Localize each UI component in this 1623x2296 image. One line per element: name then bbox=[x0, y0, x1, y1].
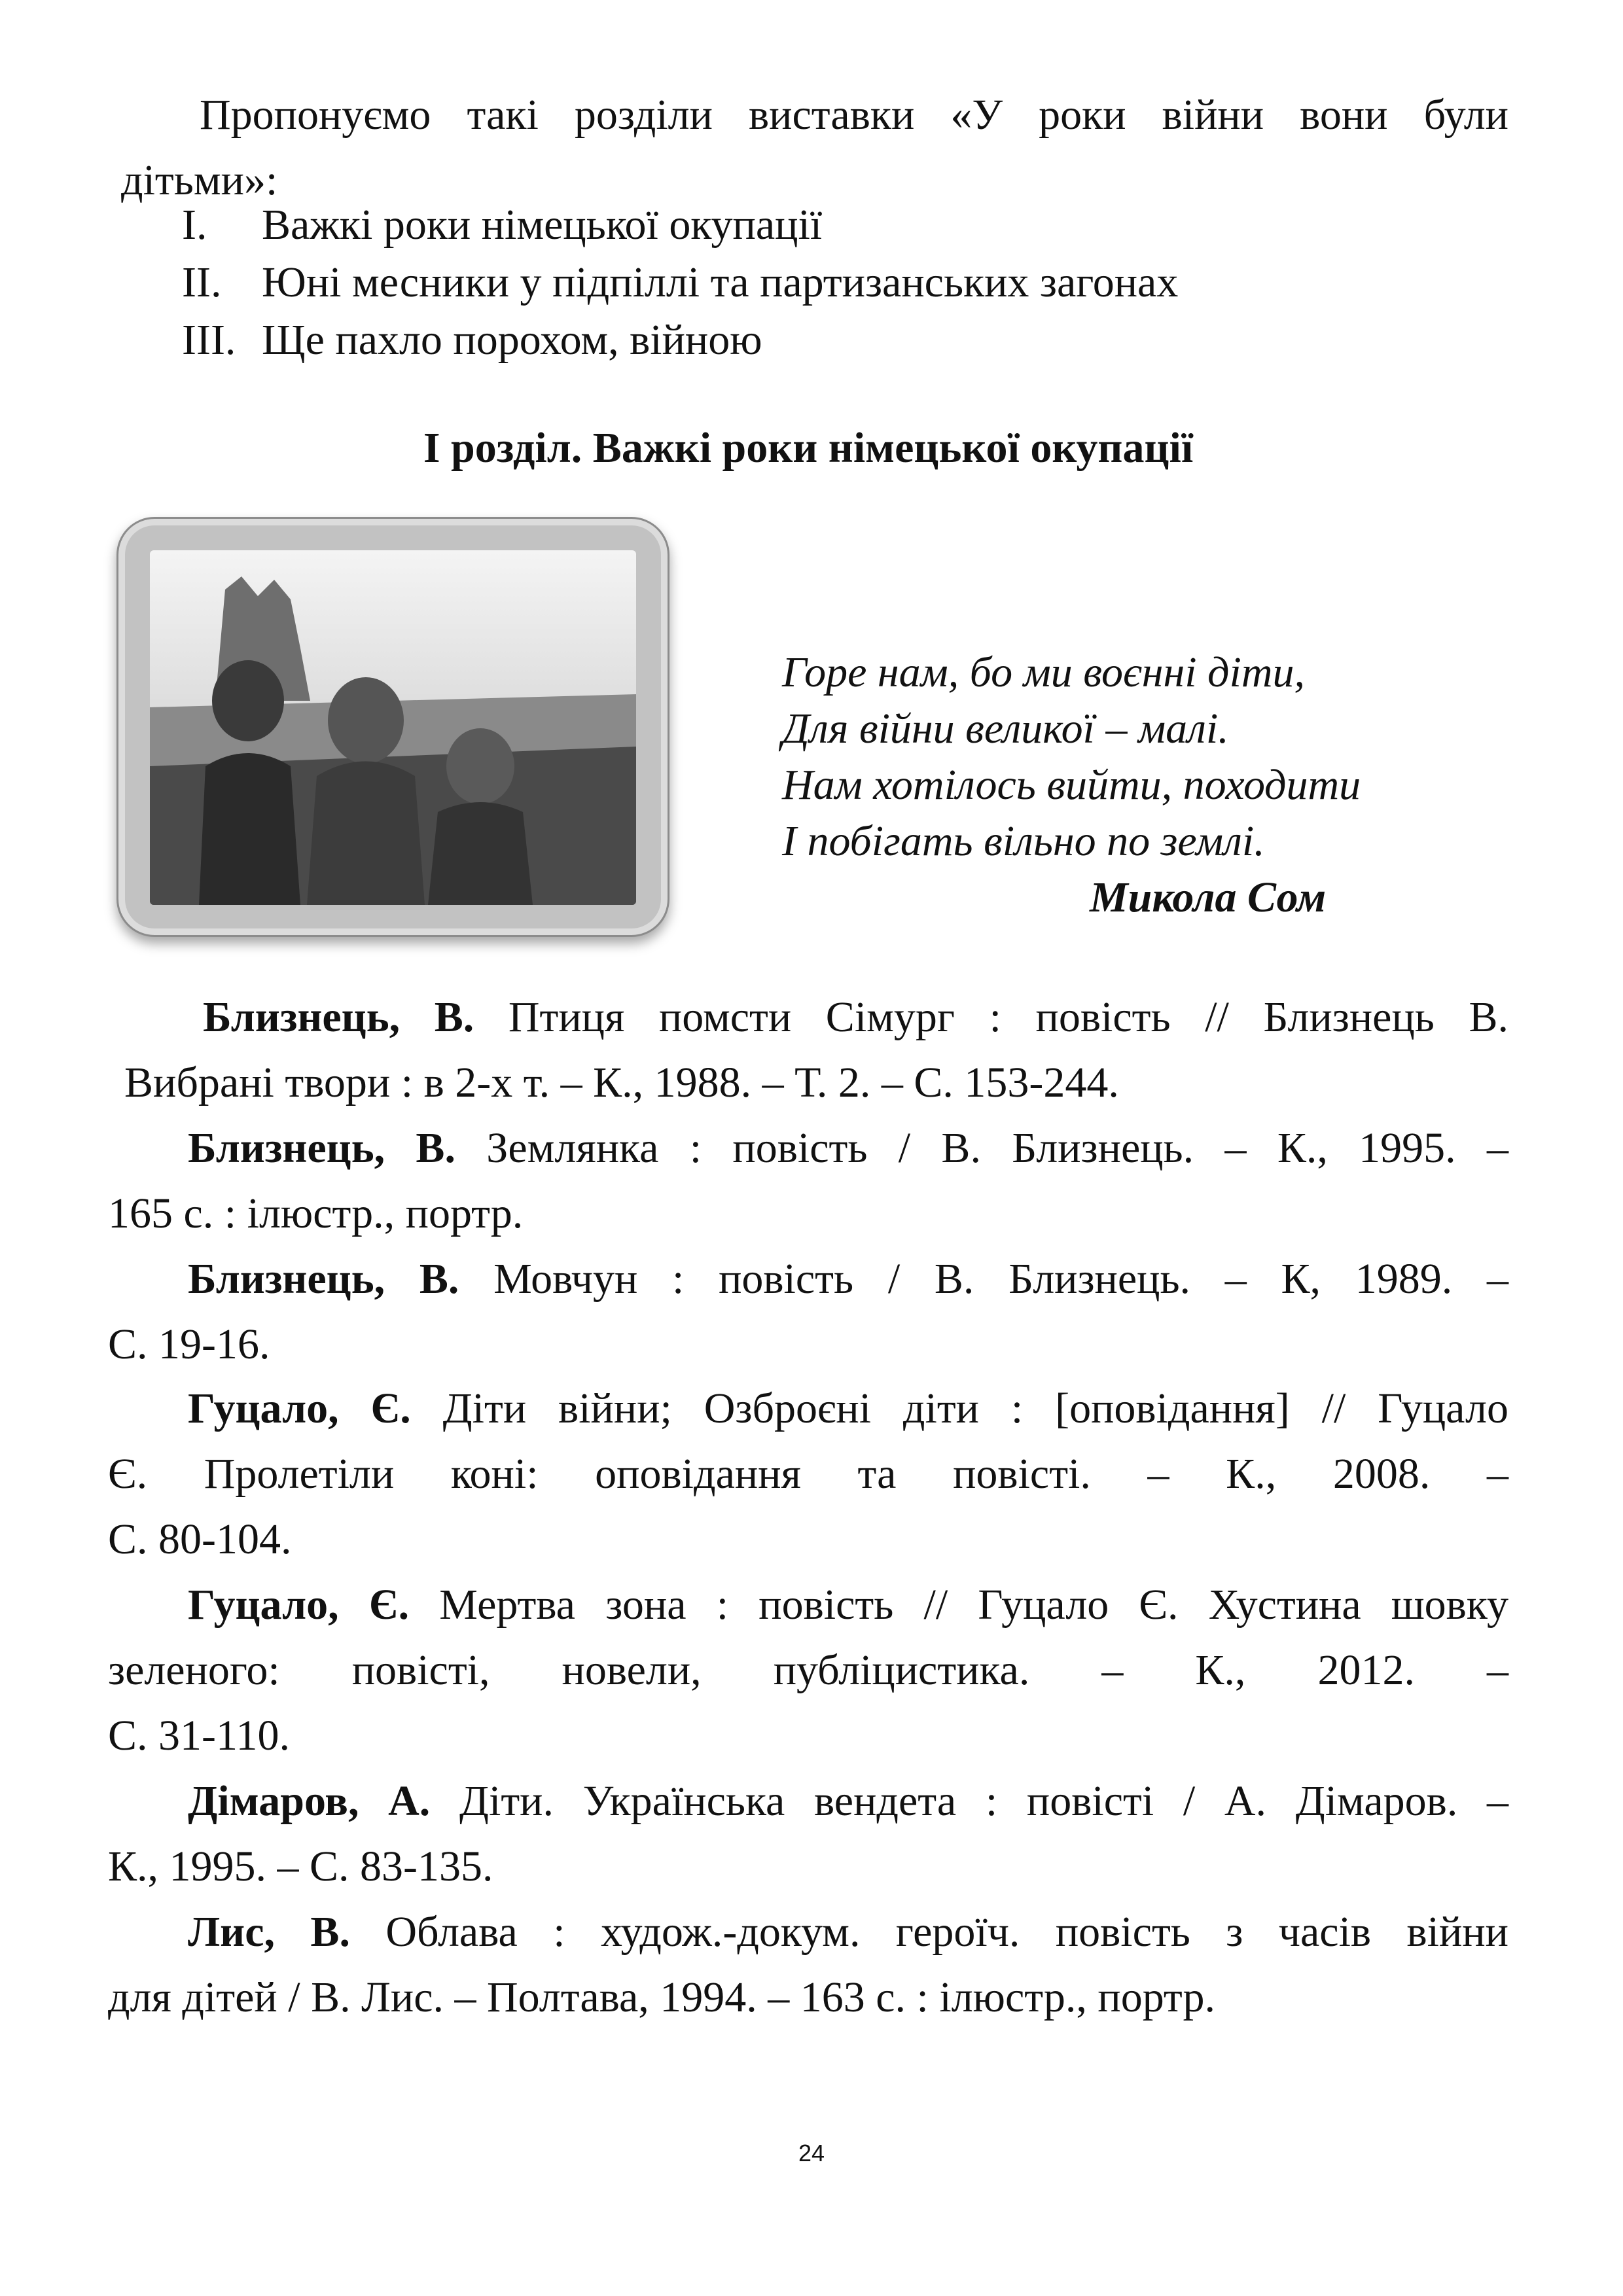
entry-line bbox=[108, 1769, 1508, 1834]
page-number: 24 bbox=[798, 2140, 825, 2166]
intro-line-2: дітьми»: bbox=[121, 156, 278, 204]
entry-author: Близнець, В. bbox=[188, 1255, 459, 1303]
entry-author: Лис, В. bbox=[188, 1908, 350, 1956]
poem-line: Горе нам, бо ми воєнні діти, bbox=[782, 648, 1305, 696]
entry-line bbox=[108, 985, 1508, 1050]
entry-author: Дімаров, А. bbox=[188, 1777, 431, 1825]
entry-text-continued: Є. Пролетіли коні: оповідання та повісті. – К., 2008. – bbox=[108, 1450, 1508, 1498]
entry-line bbox=[108, 1376, 1508, 1441]
entry-text: Землянка : повість / В. Близнець. – К., 1995. – bbox=[455, 1124, 1508, 1172]
entry-line bbox=[108, 1899, 1508, 1965]
entry-text: Птиця помсти Сімург : повість // Близнець В. bbox=[474, 993, 1508, 1041]
entry-text: Діти. Українська вендета : повісті / А. Дімаров. – bbox=[430, 1777, 1509, 1825]
exhibition-sections-list bbox=[182, 196, 1178, 369]
list-item bbox=[182, 254, 1178, 311]
bibliography-entry bbox=[108, 985, 1508, 1116]
list-item-number: II. bbox=[182, 258, 222, 306]
war-children-photo bbox=[150, 550, 636, 905]
poem-epigraph bbox=[782, 645, 1361, 926]
entry-text-continued: зеленого: повісті, новели, публіцистика. – К., 2012. – bbox=[108, 1646, 1508, 1694]
entry-text-continued: 165 с. : ілюстр., портр. bbox=[108, 1190, 524, 1237]
intro-paragraph bbox=[108, 82, 1508, 213]
photo-frame bbox=[116, 517, 669, 937]
entry-author: Близнець, В. bbox=[203, 993, 474, 1041]
photo-image bbox=[150, 550, 636, 905]
bibliography-entry bbox=[108, 1572, 1508, 1769]
list-item-title: Ще пахло порохом, війною bbox=[262, 316, 762, 364]
section-heading: І розділ. Важкі роки німецької окупації bbox=[423, 424, 1194, 472]
entry-text-continued: для дітей / В. Лис. – Полтава, 1994. – 163 с. : ілюстр., портр. bbox=[108, 1973, 1215, 2021]
poem-line: І побігать вільно по землі. bbox=[782, 817, 1265, 865]
entry-line bbox=[108, 1246, 1508, 1312]
poem-author: Микола Сом bbox=[1090, 874, 1327, 921]
entry-author: Близнець, В. bbox=[188, 1124, 455, 1172]
entry-text-continued: Вибрані твори : в 2-х т. – К., 1988. – Т. 2. – С. 153-244. bbox=[124, 1059, 1119, 1106]
entry-line bbox=[108, 1116, 1508, 1181]
entry-text-continued: К., 1995. – С. 83-135. bbox=[108, 1843, 493, 1890]
entry-text-continued: С. 19-16. bbox=[108, 1320, 270, 1368]
bibliography-entry bbox=[108, 1116, 1508, 1246]
entry-author: Гуцало, Є. bbox=[188, 1385, 411, 1432]
list-item bbox=[182, 311, 1178, 369]
entry-text-continued: С. 31-110. bbox=[108, 1712, 291, 1759]
list-item-number: III. bbox=[182, 316, 236, 364]
list-item-title: Важкі роки німецької окупації bbox=[262, 201, 823, 249]
entry-author: Гуцало, Є. bbox=[188, 1581, 410, 1629]
entry-line bbox=[108, 1572, 1508, 1638]
list-item-number: I. bbox=[182, 201, 207, 249]
entry-text: Мовчун : повість / В. Близнець. – К, 1989. – bbox=[459, 1255, 1508, 1303]
entry-text: Мертва зона : повість // Гуцало Є. Хустина шовку bbox=[409, 1581, 1508, 1629]
bibliography-entry bbox=[108, 1246, 1508, 1377]
entry-text: Діти війни; Озброєні діти : [оповідання] // Гуцало bbox=[410, 1385, 1508, 1432]
intro-line-1: Пропонуємо такі розділи виставки «У роки війни вони були bbox=[200, 91, 1508, 139]
entry-text: Облава : худож.-докум. героїч. повість з часів війни bbox=[349, 1908, 1508, 1956]
list-item-title: Юні месники у підпіллі та партизанських загонах bbox=[262, 258, 1179, 306]
bibliography-entry bbox=[108, 1899, 1508, 2030]
poem-line: Нам хотілось вийти, походити bbox=[782, 761, 1361, 809]
bibliography-entry bbox=[108, 1376, 1508, 1572]
entry-text-continued: С. 80-104. bbox=[108, 1515, 292, 1563]
poem-line: Для війни великої – малі. bbox=[782, 705, 1229, 752]
bibliography-entry bbox=[108, 1769, 1508, 1899]
list-item bbox=[182, 196, 1178, 254]
